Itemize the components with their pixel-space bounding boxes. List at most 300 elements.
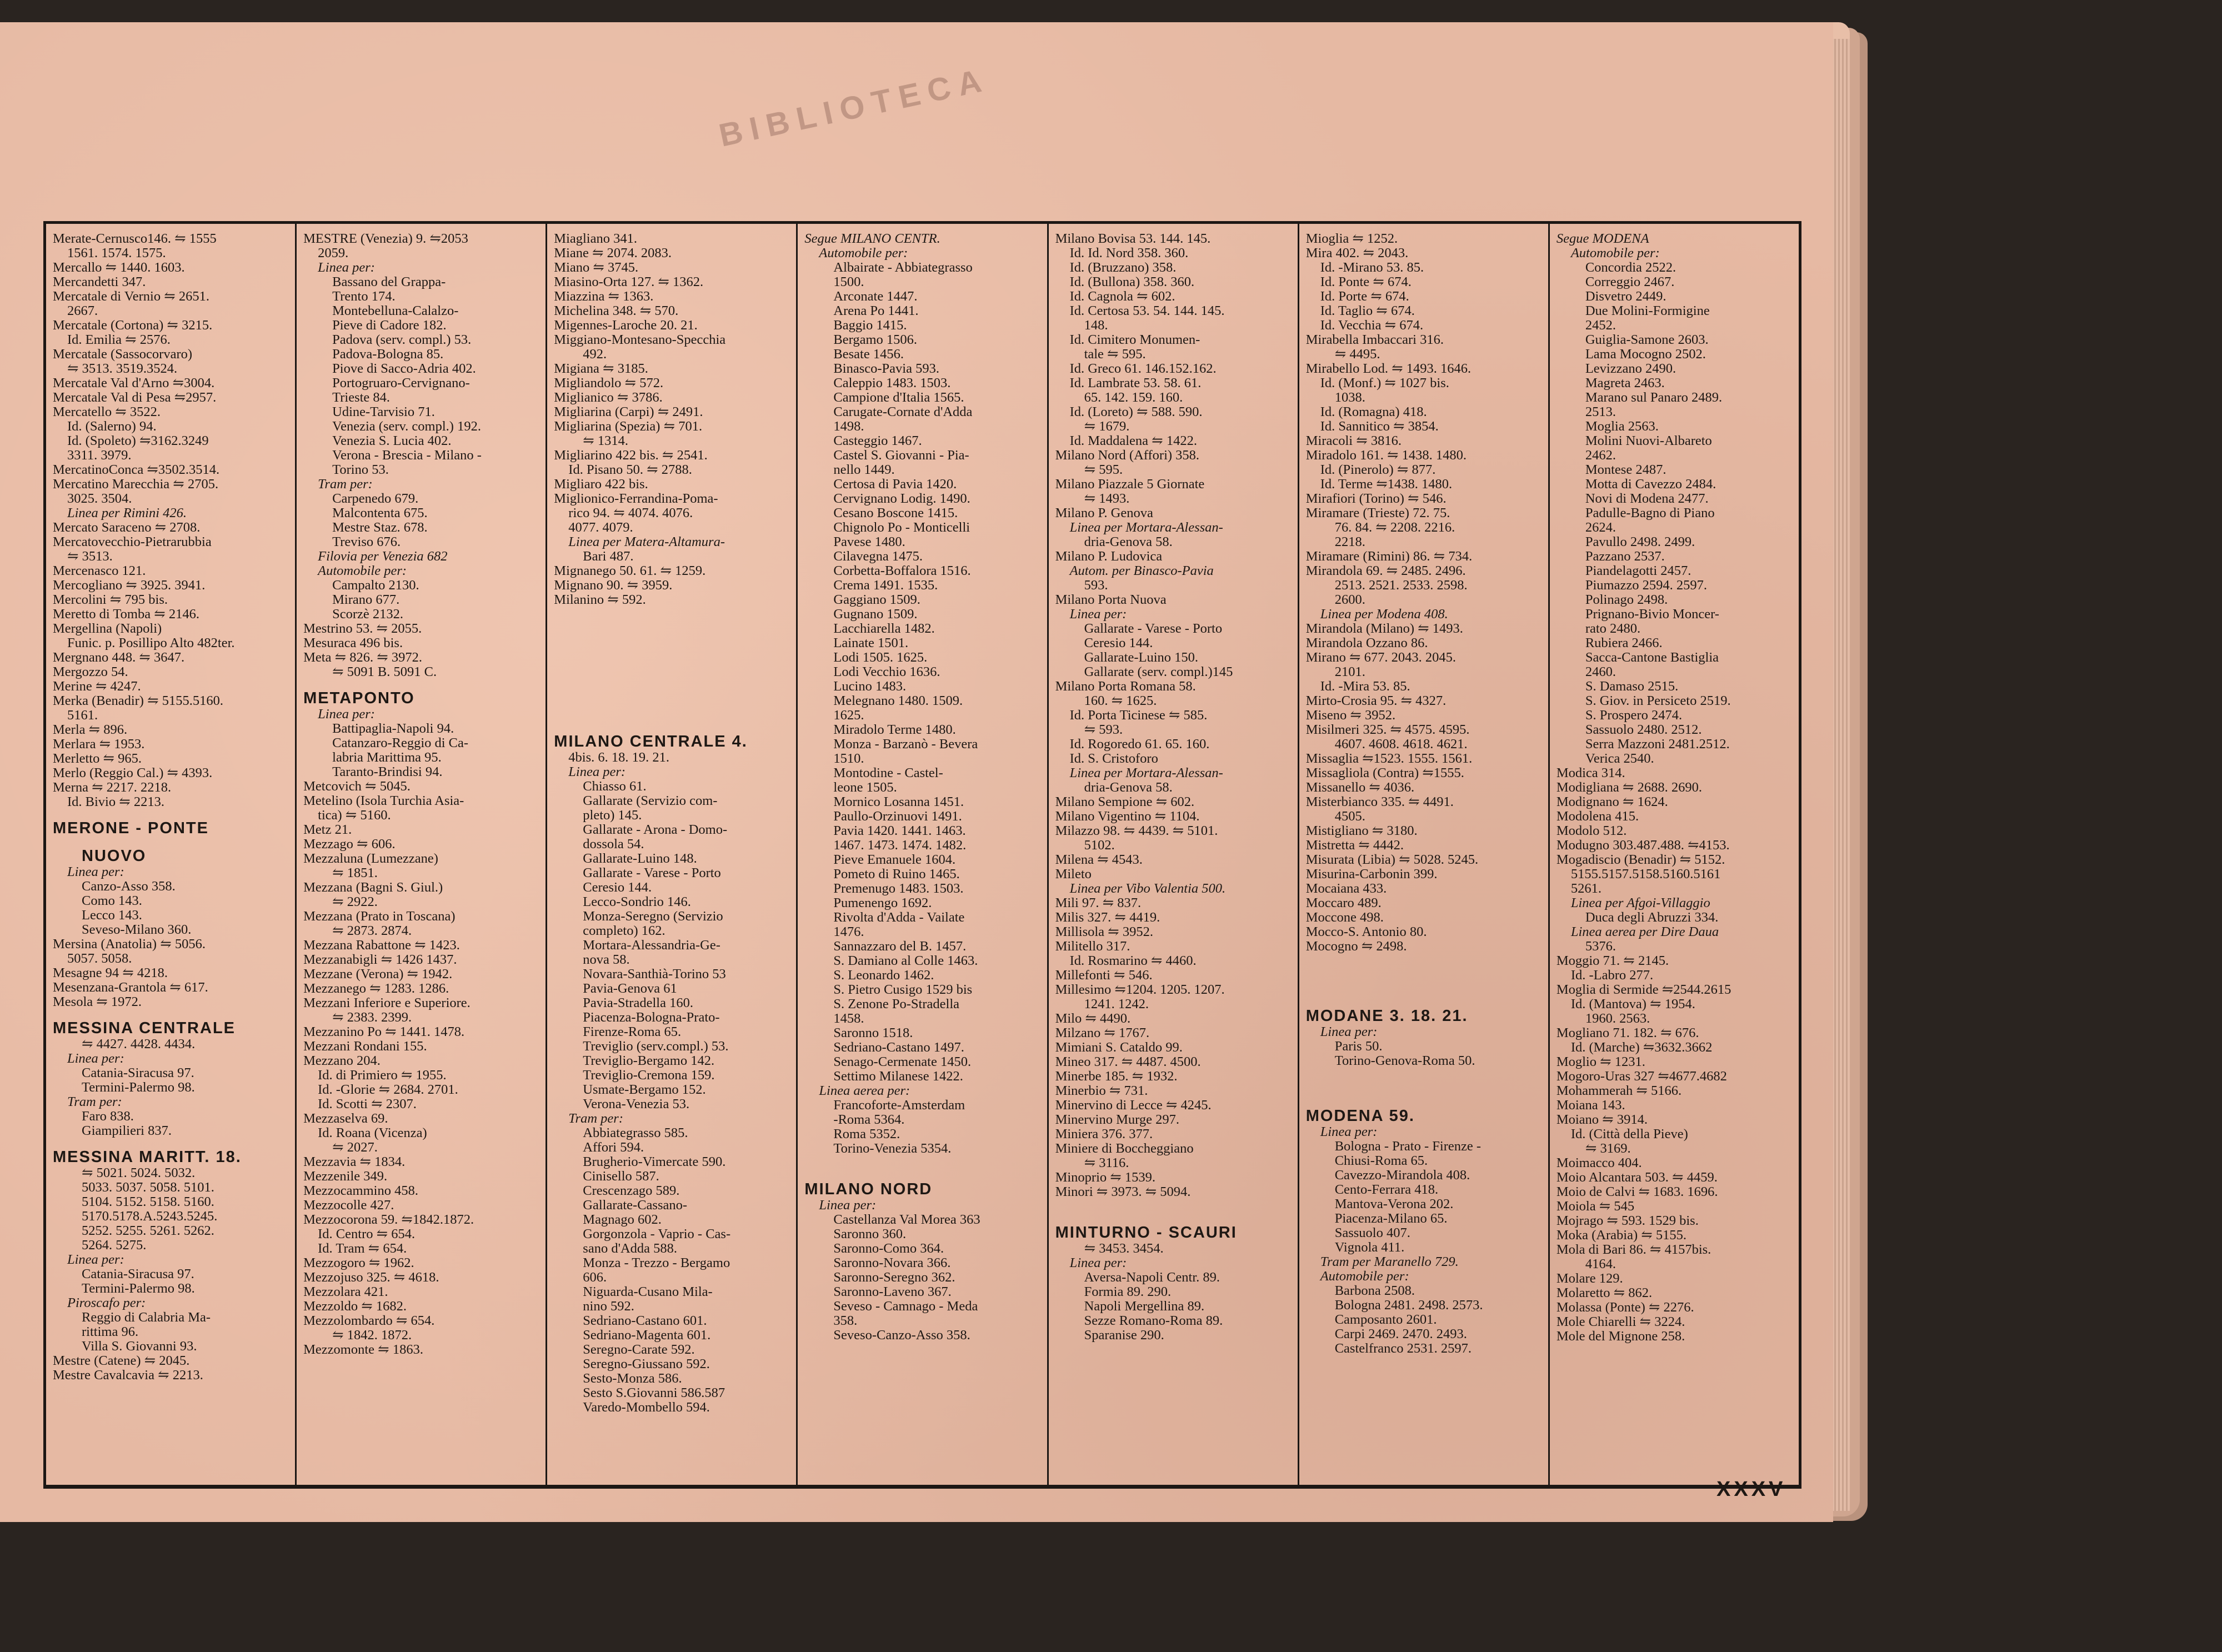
index-entry: Reggio di Calabria Ma- — [82, 1310, 211, 1325]
index-entry: Treviglio-Bergamo 142. — [583, 1054, 715, 1068]
index-entry: Pumenengo 1692. — [833, 896, 932, 910]
index-entry: Linea per: — [318, 707, 375, 722]
index-entry: Verona-Venezia 53. — [583, 1097, 690, 1112]
index-entry: 5261. — [1570, 882, 1602, 896]
index-entry: Mezzano 204. — [303, 1054, 381, 1068]
index-entry: Guiglia-Samone 2603. — [1585, 333, 1709, 347]
index-entry: Mezzanabigli ⇋ 1426 1437. — [303, 953, 457, 967]
index-entry — [554, 607, 790, 622]
index-entry: Catania-Siracusa 97. — [82, 1066, 194, 1080]
index-entry: Milazzo 98. ⇋ 4439. ⇋ 5101. — [1055, 824, 1218, 838]
index-entry: Novi di Modena 2477. — [1585, 492, 1709, 506]
index-entry: Linea per: — [318, 261, 375, 275]
index-entry: Crescenzago 589. — [583, 1184, 680, 1198]
index-entry: dria-Genova 58. — [1084, 780, 1173, 795]
index-entry: Linea per: — [819, 1198, 877, 1213]
index-entry: Id. Id. Nord 358. 360. — [1069, 246, 1189, 261]
index-entry: S. Pietro Cusigo 1529 bis — [833, 983, 973, 997]
index-entry: Seregno-Carate 592. — [583, 1343, 695, 1357]
index-entry: Cesano Boscone 1415. — [833, 506, 958, 520]
index-entry: Mole Chiarelli ⇋ 3224. — [1556, 1315, 1685, 1329]
index-entry: Moglia di Sermide ⇋2544.2615 — [1556, 983, 1731, 997]
index-column — [297, 224, 547, 1485]
index-entry: Linea per: — [67, 865, 124, 879]
index-entry: Modignano ⇋ 1624. — [1556, 795, 1668, 809]
index-entry: Senago-Cermenate 1450. — [833, 1055, 972, 1069]
index-entry: Tram per: — [67, 1095, 122, 1109]
index-entry: Mileto — [1055, 867, 1092, 882]
index-entry: 2462. — [1585, 448, 1616, 463]
index-entry: Lecco 143. — [82, 908, 142, 923]
index-entry: Moccone 498. — [1305, 910, 1384, 925]
index-entry: Id. Rosmarino ⇋ 4460. — [1069, 954, 1197, 968]
index-entry: Automobile per: — [1570, 246, 1660, 261]
index-entry: Abbiategrasso 585. — [583, 1126, 688, 1140]
index-entry: ⇋ 1842. 1872. — [332, 1328, 412, 1343]
index-entry: 2059. — [318, 246, 349, 261]
index-entry: Sesto S.Giovanni 586.587 — [583, 1386, 725, 1400]
index-entry: Missanello ⇋ 4036. — [1305, 780, 1415, 795]
index-entry: Brugherio-Vimercate 590. — [583, 1155, 726, 1169]
index-entry: Miniere di Boccheggiano — [1055, 1142, 1194, 1156]
index-entry: Magreta 2463. — [1585, 376, 1665, 391]
index-entry: Lecco-Sondrio 146. — [583, 895, 691, 909]
index-entry: Treviglio (serv.compl.) 53. — [583, 1039, 729, 1054]
index-entry: 5161. — [67, 708, 98, 723]
index-entry: Metcovich ⇋ 5045. — [303, 779, 411, 794]
index-entry: Autom. per Binasco-Pavia — [1069, 564, 1214, 578]
index-entry: 1458. — [833, 1012, 864, 1026]
index-entry: Miazzina ⇋ 1363. — [554, 289, 654, 304]
index-entry: Miane ⇋ 2074. 2083. — [554, 246, 672, 261]
index-entry: Ceresio 144. — [1084, 636, 1153, 650]
index-entry: Besate 1456. — [833, 347, 904, 362]
index-entry: Michelina 348. ⇋ 570. — [554, 304, 679, 318]
index-entry: 5376. — [1585, 939, 1616, 954]
index-entry: Mesuraca 496 bis. — [303, 636, 403, 650]
index-entry: ⇋ 2027. — [332, 1140, 378, 1155]
index-entry: Corbetta-Boffalora 1516. — [833, 564, 971, 578]
index-entry: Mocogno ⇋ 2498. — [1305, 939, 1407, 954]
index-entry: Mercandetti 347. — [53, 275, 146, 289]
index-entry: Canzo-Asso 358. — [82, 879, 176, 894]
station-heading: NUOVO — [82, 847, 147, 865]
index-entry: Bergamo 1506. — [833, 333, 918, 347]
index-entry: 1960. 2563. — [1585, 1012, 1650, 1026]
index-entry: Metz 21. — [303, 823, 352, 837]
index-entry: Mestre Cavalcavia ⇋ 2213. — [53, 1368, 203, 1383]
index-entry: Verica 2540. — [1585, 752, 1654, 766]
index-entry: 4077. 4079. — [568, 520, 633, 535]
index-entry: Misurina-Carbonin 399. — [1305, 867, 1438, 882]
index-entry: Casteggio 1467. — [833, 434, 922, 448]
index-entry: Udine-Tarvisio 71. — [332, 405, 435, 419]
index-entry: dria-Genova 58. — [1084, 535, 1173, 549]
index-entry: Mezzogoro ⇋ 1962. — [303, 1256, 414, 1270]
index-entry — [554, 665, 790, 679]
index-column — [1299, 224, 1550, 1485]
station-heading: MESSINA MARITT. 18. — [53, 1148, 242, 1166]
index-entry: Miglionico-Ferrandina-Poma- — [554, 492, 718, 506]
index-entry: Milano P. Genova — [1055, 506, 1153, 520]
index-entry: Misilmeri 325. ⇋ 4575. 4595. — [1305, 723, 1470, 737]
index-column — [1550, 224, 1799, 1485]
index-entry: Linea per: — [67, 1052, 124, 1066]
index-entry: Modugno 303.487.488. ⇋4153. — [1556, 838, 1730, 853]
index-entry: Id. Vecchia ⇋ 674. — [1320, 318, 1424, 333]
index-entry: Id. di Primiero ⇋ 1955. — [318, 1068, 447, 1083]
index-entry: Verona - Brescia - Milano - — [332, 448, 482, 463]
index-entry: Militello 317. — [1055, 939, 1130, 954]
index-entry: Formia 89. 290. — [1084, 1285, 1172, 1299]
index-entry: 4505. — [1334, 809, 1365, 824]
index-entry: Gallarate - Varese - Porto — [1084, 622, 1223, 636]
index-entry: Arconate 1447. — [833, 289, 918, 304]
index-entry: Id. Terme ⇋1438. 1480. — [1320, 477, 1453, 492]
index-entry: Mezzana (Bagni S. Giul.) — [303, 880, 443, 895]
index-entry: Termini-Palermo 98. — [82, 1080, 195, 1095]
index-entry: 148. — [1084, 318, 1108, 333]
index-entry: Sassuolo 2480. 2512. — [1585, 723, 1702, 737]
index-entry: 5057. 5058. — [67, 952, 132, 966]
index-entry: Levizzano 2490. — [1585, 362, 1676, 376]
index-entry: Premenugo 1483. 1503. — [833, 882, 964, 896]
index-entry: Saronno 1518. — [833, 1026, 913, 1040]
index-entry: ⇋ 3116. — [1084, 1156, 1129, 1170]
index-column — [1049, 224, 1299, 1485]
index-entry: Montodine - Castel- — [833, 766, 943, 780]
index-entry: ⇋ 2873. 2874. — [332, 924, 412, 938]
index-entry: ⇋ 2922. — [332, 895, 378, 909]
index-entry: Pavia 1420. 1441. 1463. — [833, 824, 966, 838]
index-entry: Migliarino 422 bis. ⇋ 2541. — [554, 448, 708, 463]
index-entry: Mestrino 53. ⇋ 2055. — [303, 622, 422, 636]
index-entry: Migliandolo ⇋ 572. — [554, 376, 664, 391]
index-entry: Venezia S. Lucia 402. — [332, 434, 452, 448]
index-entry: Merlo (Reggio Cal.) ⇋ 4393. — [53, 766, 213, 780]
index-entry: Mercatale Val d'Arno ⇋3004. — [53, 376, 215, 391]
index-entry: rico 94. ⇋ 4074. 4076. — [568, 506, 693, 520]
index-entry: Mogoro-Uras 327 ⇋4677.4682 — [1556, 1069, 1727, 1084]
index-entry: Padulle-Bagno di Piano — [1585, 506, 1715, 520]
index-entry: Minerbe 185. ⇋ 1932. — [1055, 1069, 1178, 1084]
index-entry: Molassa (Ponte) ⇋ 2276. — [1556, 1300, 1694, 1315]
index-entry: Milano Sempione ⇋ 602. — [1055, 795, 1195, 809]
index-entry: Missaglia ⇋1523. 1555. 1561. — [1305, 752, 1473, 766]
index-entry: ⇋ 4427. 4428. 4434. — [82, 1037, 196, 1052]
index-entry: Migliaro 422 bis. — [554, 477, 648, 492]
index-entry: Mersina (Anatolia) ⇋ 5056. — [53, 937, 206, 952]
index-entry: Saronno-Novara 366. — [833, 1256, 951, 1270]
index-entry: nello 1449. — [833, 463, 895, 477]
index-entry: Mercolini ⇋ 795 bis. — [53, 593, 168, 607]
index-entry: 4607. 4608. 4618. 4621. — [1334, 737, 1468, 752]
index-entry: Mestre (Catene) ⇋ 2045. — [53, 1354, 190, 1368]
index-entry: Id. (Mantova) ⇋ 1954. — [1570, 997, 1695, 1012]
index-entry: Moimacco 404. — [1556, 1156, 1642, 1170]
index-entry: Moglia 2563. — [1585, 419, 1659, 434]
index-entry: completo) 162. — [583, 924, 665, 938]
index-entry: Certosa di Pavia 1420. — [833, 477, 957, 492]
index-entry: Venezia (serv. compl.) 192. — [332, 419, 481, 434]
index-entry: Mirandola Ozzano 86. — [1305, 636, 1428, 650]
index-entry: Lucino 1483. — [833, 679, 907, 694]
index-entry: Barbona 2508. — [1334, 1284, 1415, 1298]
index-entry: Mercatale (Sassocorvaro) — [53, 347, 193, 362]
index-entry: Funic. p. Posillipo Alto 482ter. — [67, 636, 235, 650]
index-entry — [554, 636, 790, 650]
index-entry: Albairate - Abbiategrasso — [833, 261, 973, 275]
index-entry: Missagliola (Contra) ⇋1555. — [1305, 766, 1464, 780]
index-entry: Automobile per: — [318, 564, 407, 578]
index-entry: Seveso-Milano 360. — [82, 923, 192, 937]
index-entry: Piacenza-Milano 65. — [1334, 1212, 1448, 1226]
index-entry: Monza-Seregno (Servizio — [583, 909, 723, 924]
index-entry: Mezzana (Prato in Toscana) — [303, 909, 456, 924]
index-entry — [554, 650, 790, 665]
index-entry: Milanino ⇋ 592. — [554, 593, 646, 607]
index-entry: Monza - Trezzo - Bergamo — [583, 1256, 730, 1270]
index-entry: Chignolo Po - Monticelli — [833, 520, 970, 535]
index-entry: Linea per: — [568, 765, 626, 779]
index-entry: Mezzocammino 458. — [303, 1184, 418, 1198]
index-entry: Id. Taglio ⇋ 674. — [1320, 304, 1415, 318]
index-entry: ⇋ 3169. — [1585, 1142, 1631, 1156]
index-entry: -Roma 5364. — [833, 1113, 905, 1127]
index-entry: Automobile per: — [1320, 1269, 1409, 1284]
index-entry: Rivolta d'Adda - Vailate — [833, 910, 965, 925]
index-entry: Mantova-Verona 202. — [1334, 1197, 1454, 1212]
index-entry: Minervino di Lecce ⇋ 4245. — [1055, 1098, 1212, 1113]
index-entry: Mornico Losanna 1451. — [833, 795, 964, 809]
index-entry: ⇋ 3513. 3519.3524. — [67, 362, 178, 376]
index-entry: Mola di Bari 86. ⇋ 4157bis. — [1556, 1243, 1711, 1257]
index-entry: Id. Cimitero Monumen- — [1069, 333, 1200, 347]
index-entry: Migliarina (Spezia) ⇋ 701. — [554, 419, 703, 434]
index-entry: Cilavegna 1475. — [833, 549, 923, 564]
index-entry: Giampilieri 837. — [82, 1124, 172, 1138]
index-entry: Miramare (Rimini) 86. ⇋ 734. — [1305, 549, 1473, 564]
index-entry: Moio de Calvi ⇋ 1683. 1696. — [1556, 1185, 1718, 1199]
index-entry: Id. Sannitico ⇋ 3854. — [1320, 419, 1439, 434]
index-entry: Duca degli Abruzzi 334. — [1585, 910, 1719, 925]
index-entry: Settimo Milanese 1422. — [833, 1069, 963, 1084]
index-entry: Ceresio 144. — [583, 880, 652, 895]
index-entry: Vignola 411. — [1334, 1240, 1405, 1255]
index-entry: Pometo di Ruino 1465. — [833, 867, 960, 882]
index-entry: 2600. — [1334, 593, 1365, 607]
index-entry: Miracoli ⇋ 3816. — [1305, 434, 1402, 448]
index-entry: S. Damaso 2515. — [1585, 679, 1679, 694]
index-entry: Id. Lambrate 53. 58. 61. — [1069, 376, 1202, 391]
index-entry: Milis 327. ⇋ 4419. — [1055, 910, 1160, 925]
index-entry: 1561. 1574. 1575. — [67, 246, 166, 261]
index-entry: Saronno-Laveno 367. — [833, 1285, 952, 1299]
index-entry — [1055, 1199, 1292, 1214]
index-entry: Miradolo Terme 1480. — [833, 723, 956, 737]
index-entry: Piove di Sacco-Adria 402. — [332, 362, 476, 376]
index-column — [547, 224, 798, 1485]
index-entry: 606. — [583, 1270, 607, 1285]
index-entry: Bassano del Grappa- — [332, 275, 446, 289]
index-entry: Melegnano 1480. 1509. — [833, 694, 963, 708]
index-entry — [1306, 1068, 1543, 1083]
index-entry: Mignano 90. ⇋ 3959. — [554, 578, 673, 593]
index-entry: Mezzani Rondani 155. — [303, 1039, 427, 1054]
index-entry: Merletto ⇋ 965. — [53, 752, 142, 766]
index-entry: Carpenedo 679. — [332, 492, 419, 506]
index-entry: Mercatino Marecchia ⇋ 2705. — [53, 477, 219, 492]
index-entry: Lainate 1501. — [833, 636, 909, 650]
index-entry: Mirano ⇋ 677. 2043. 2045. — [1305, 650, 1456, 665]
index-entry: pleto) 145. — [583, 808, 642, 823]
index-entry: Mirto-Crosia 95. ⇋ 4327. — [1305, 694, 1447, 708]
index-entry: Molini Nuovi-Albareto — [1585, 434, 1712, 448]
index-entry: S. Damiano al Colle 1463. — [833, 954, 978, 968]
index-entry: Id. (Bullona) 358. 360. — [1069, 275, 1195, 289]
index-entry: ⇋ 1493. — [1084, 492, 1130, 506]
index-entry: Gallarate (Servizio com- — [583, 794, 718, 808]
index-entry: 3311. 3979. — [67, 448, 132, 463]
index-entry: 1500. — [833, 275, 864, 289]
index-entry: Modolena 415. — [1556, 809, 1639, 824]
index-entry: Castellanza Val Morea 363 — [833, 1213, 980, 1227]
index-entry: Miramare (Trieste) 72. 75. — [1305, 506, 1450, 520]
index-entry: Id. Tram ⇋ 654. — [318, 1241, 407, 1256]
index-entry: Carpi 2469. 2470. 2493. — [1334, 1327, 1467, 1341]
index-entry: ⇋ 1679. — [1084, 419, 1130, 434]
index-entry: Firenze-Roma 65. — [583, 1025, 682, 1039]
index-entry: Chiusi-Roma 65. — [1334, 1154, 1428, 1168]
index-entry: Mili 97. ⇋ 837. — [1055, 896, 1142, 910]
index-entry: Id. Emilia ⇋ 2576. — [67, 333, 171, 347]
index-entry: Varedo-Mombello 594. — [583, 1400, 710, 1415]
index-entry: Cinisello 587. — [583, 1169, 659, 1184]
index-entry: 5252. 5255. 5261. 5262. — [82, 1224, 214, 1238]
index-entry: Tram per: — [568, 1112, 623, 1126]
index-entry: Milano Bovisa 53. 144. 145. — [1055, 232, 1211, 246]
index-entry: 2101. — [1334, 665, 1365, 679]
index-entry: Automobile per: — [819, 246, 908, 261]
index-entry: Milano Porta Nuova — [1055, 593, 1167, 607]
index-entry: Milano Nord (Affori) 358. — [1055, 448, 1200, 463]
index-entry: Mercatale di Vernio ⇋ 2651. — [53, 289, 210, 304]
index-entry: Gaggiano 1509. — [833, 593, 920, 607]
index-entry: Francoforte-Amsterdam — [833, 1098, 965, 1113]
index-entry: Gallarate - Arona - Domo- — [583, 823, 728, 837]
index-entry: Mezzana Rabattone ⇋ 1423. — [303, 938, 460, 953]
index-entry: Migennes-Laroche 20. 21. — [554, 318, 698, 333]
index-entry: 1625. — [833, 708, 864, 723]
index-entry: 4164. — [1585, 1257, 1616, 1271]
index-entry: 5033. 5037. 5058. 5101. — [82, 1180, 214, 1195]
index-entry: Pieve di Cadore 182. — [332, 318, 447, 333]
index-entry — [554, 694, 790, 708]
index-entry: Migliarina (Carpi) ⇋ 2491. — [554, 405, 703, 419]
index-entry: Sedriano-Castano 1497. — [833, 1040, 964, 1055]
index-entry: rato 2480. — [1585, 622, 1641, 636]
index-entry: Id. S. Cristoforo — [1069, 752, 1158, 766]
index-entry: Millisola ⇋ 3952. — [1055, 925, 1153, 939]
index-entry: Linea per: — [1069, 1256, 1127, 1270]
index-entry: Molare 129. — [1556, 1271, 1623, 1286]
index-entry: Mezzomonte ⇋ 1863. — [303, 1343, 423, 1357]
index-entry: Mezzoldo ⇋ 1682. — [303, 1299, 407, 1314]
index-entry: Id. Roana (Vicenza) — [318, 1126, 427, 1140]
index-entry: S. Giov. in Persiceto 2519. — [1585, 694, 1731, 708]
index-column — [798, 224, 1048, 1485]
index-entry: Id. Bivio ⇋ 2213. — [67, 795, 165, 809]
index-entry: Modigliana ⇋ 2688. 2690. — [1556, 780, 1702, 795]
index-entry: Modica 314. — [1556, 766, 1625, 780]
index-entry: Miasino-Orta 127. ⇋ 1362. — [554, 275, 704, 289]
index-entry: Gorgonzola - Vaprio - Cas- — [583, 1227, 731, 1241]
index-entry: Affori 594. — [583, 1140, 644, 1155]
index-entry: Mirafiori (Torino) ⇋ 546. — [1305, 492, 1447, 506]
index-entry: Mezzaluna (Lumezzane) — [303, 852, 438, 866]
index-entry: Torino-Genova-Roma 50. — [1334, 1054, 1475, 1068]
index-entry: Battipaglia-Napoli 94. — [332, 722, 454, 736]
index-entry: Id. (Salerno) 94. — [67, 419, 157, 434]
index-entry — [1306, 968, 1543, 983]
index-entry: Pavullo 2498. 2499. — [1585, 535, 1695, 549]
index-entry — [1306, 954, 1543, 968]
index-entry: 2513. — [1585, 405, 1616, 419]
index-entry: Id. Certosa 53. 54. 144. 145. — [1069, 304, 1225, 318]
index-entry: Merine ⇋ 4247. — [53, 679, 141, 694]
index-entry: 2218. — [1334, 535, 1365, 549]
index-entry: Gallarate-Luino 150. — [1084, 650, 1199, 665]
index-entry: Mezzolombardo ⇋ 654. — [303, 1314, 435, 1328]
index-entry: Castel S. Giovanni - Pia- — [833, 448, 969, 463]
station-heading: MODENA 59. — [1305, 1107, 1415, 1125]
index-entry: ⇋ 593. — [1084, 723, 1123, 737]
index-entry: Linea per Matera-Altamura- — [568, 535, 725, 549]
index-entry: 492. — [583, 347, 607, 362]
index-entry: Monza - Barzanò - Bevera — [833, 737, 978, 752]
index-entry: Saronno 360. — [833, 1227, 907, 1241]
index-entry: Mirabella Imbaccari 316. — [1305, 333, 1444, 347]
index-entry: Gallarate-Luino 148. — [583, 852, 697, 866]
index-entry: Id. Rogoredo 61. 65. 160. — [1069, 737, 1210, 752]
index-entry: MercatinoConca ⇋3502.3514. — [53, 463, 220, 477]
index-entry: Id. (Monf.) ⇋ 1027 bis. — [1320, 376, 1449, 391]
index-entry: 1038. — [1334, 391, 1365, 405]
index-entry: 1498. — [833, 419, 864, 434]
index-entry: nino 592. — [583, 1299, 634, 1314]
index-entry: Mojrago ⇋ 593. 1529 bis. — [1556, 1214, 1699, 1228]
index-entry: 2624. — [1585, 520, 1616, 535]
index-entry: ⇋ 1851. — [332, 866, 378, 880]
index-entry: Mezzago ⇋ 606. — [303, 837, 396, 852]
index-entry: Filovia per Venezia 682 — [318, 549, 448, 564]
index-entry: Gallarate (serv. compl.)145 — [1084, 665, 1233, 679]
index-entry: Mezzavia ⇋ 1834. — [303, 1155, 406, 1169]
index-entry: Malcontenta 675. — [332, 506, 428, 520]
index-entry — [1306, 983, 1543, 997]
index-entry: Merla ⇋ 896. — [53, 723, 128, 737]
index-column — [46, 224, 297, 1485]
index-entry: Sedriano-Castano 601. — [583, 1314, 707, 1328]
index-entry: Merate-Cernusco146. ⇋ 1555 — [53, 232, 217, 246]
index-entry: Pavia-Stradella 160. — [583, 996, 693, 1010]
index-entry: Cervignano Lodig. 1490. — [833, 492, 970, 506]
index-entry: Id. Scotti ⇋ 2307. — [318, 1097, 417, 1112]
index-entry: Saronno-Seregno 362. — [833, 1270, 955, 1285]
index-entry: Sezze Romano-Roma 89. — [1084, 1314, 1223, 1328]
index-entry: Paullo-Orzinuovi 1491. — [833, 809, 962, 824]
index-entry: Mogliano 71. 182. ⇋ 676. — [1556, 1026, 1699, 1040]
